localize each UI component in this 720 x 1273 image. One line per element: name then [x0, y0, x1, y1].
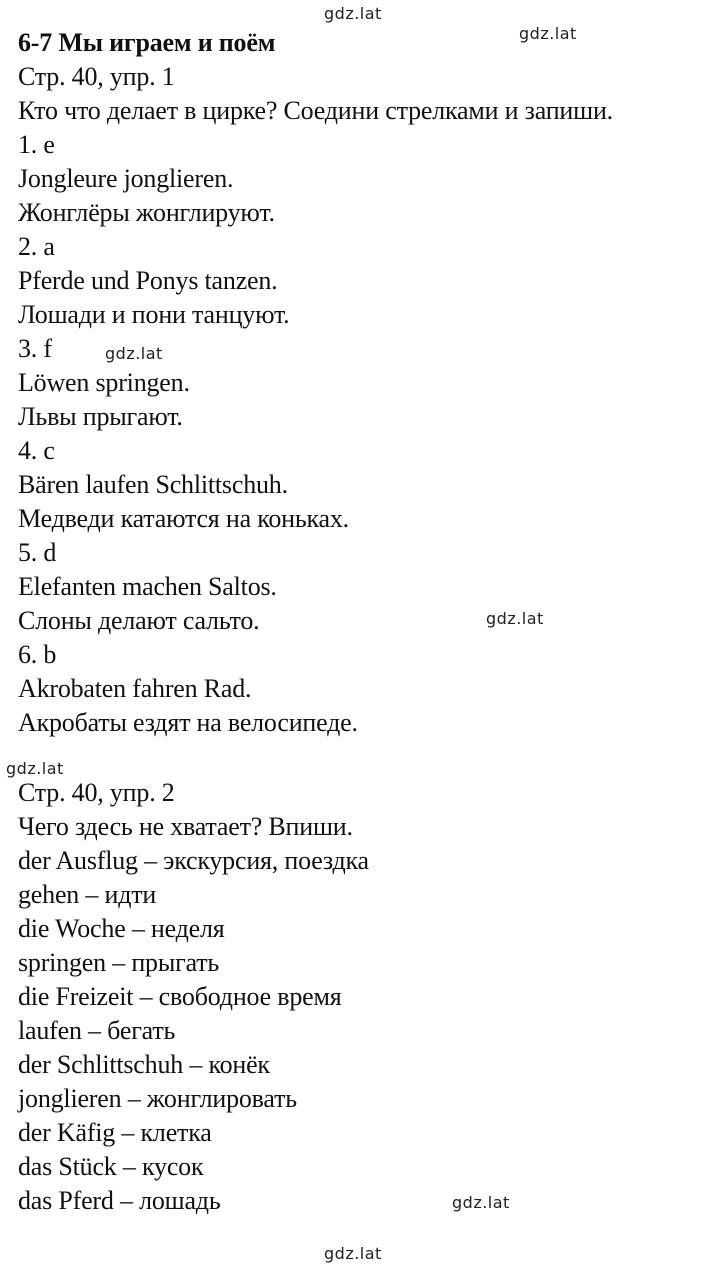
answer-number: 3. f — [18, 334, 52, 363]
page-title: 6-7 Мы играем и поём — [18, 28, 276, 57]
vocabulary-item: die Woche – неделя — [18, 914, 225, 943]
answer-number: 2. a — [18, 232, 55, 261]
exercise-2-task: Чего здесь не хватает? Впиши. — [18, 812, 353, 841]
answer-number: 6. b — [18, 640, 57, 669]
russian-translation: Лошади и пони танцуют. — [18, 300, 290, 329]
german-sentence: Jongleure jonglieren. — [18, 164, 234, 193]
vocabulary-item: der Ausflug – экскурсия, поездка — [18, 846, 369, 875]
german-sentence: Pferde und Ponys tanzen. — [18, 266, 278, 295]
watermark: gdz.lat — [324, 4, 382, 23]
vocabulary-item: das Stück – кусок — [18, 1152, 204, 1181]
vocabulary-item: gehen – идти — [18, 880, 157, 909]
vocabulary-item: springen – прыгать — [18, 948, 220, 977]
german-sentence: Elefanten machen Saltos. — [18, 572, 277, 601]
exercise-2-ref: Стр. 40, упр. 2 — [18, 778, 175, 807]
russian-translation: Львы прыгают. — [18, 402, 183, 431]
vocabulary-item: laufen – бегать — [18, 1016, 176, 1045]
watermark: gdz.lat — [6, 759, 64, 778]
german-sentence: Löwen springen. — [18, 368, 190, 397]
vocabulary-item: der Schlittschuh – конёк — [18, 1050, 270, 1079]
vocabulary-item: jonglieren – жонглировать — [18, 1084, 297, 1113]
answer-number: 5. d — [18, 538, 57, 567]
watermark: gdz.lat — [324, 1244, 382, 1263]
vocabulary-item: die Freizeit – свободное время — [18, 982, 342, 1011]
watermark: gdz.lat — [486, 609, 544, 628]
answer-number: 1. e — [18, 130, 55, 159]
answer-number: 4. c — [18, 436, 55, 465]
vocabulary-item: der Käfig – клетка — [18, 1118, 212, 1147]
german-sentence: Bären laufen Schlittschuh. — [18, 470, 288, 499]
watermark: gdz.lat — [452, 1193, 510, 1212]
exercise-1-ref: Стр. 40, упр. 1 — [18, 62, 175, 91]
russian-translation: Акробаты ездят на велосипеде. — [18, 708, 358, 737]
german-sentence: Akrobaten fahren Rad. — [18, 674, 252, 703]
exercise-1-task: Кто что делает в цирке? Соедини стрелками и запиши. — [18, 96, 613, 125]
watermark: gdz.lat — [105, 344, 163, 363]
watermark: gdz.lat — [519, 24, 577, 43]
vocabulary-item: das Pferd – лошадь — [18, 1186, 221, 1215]
russian-translation: Слоны делают сальто. — [18, 606, 260, 635]
russian-translation: Медведи катаются на коньках. — [18, 504, 349, 533]
russian-translation: Жонглёры жонглируют. — [18, 198, 275, 227]
